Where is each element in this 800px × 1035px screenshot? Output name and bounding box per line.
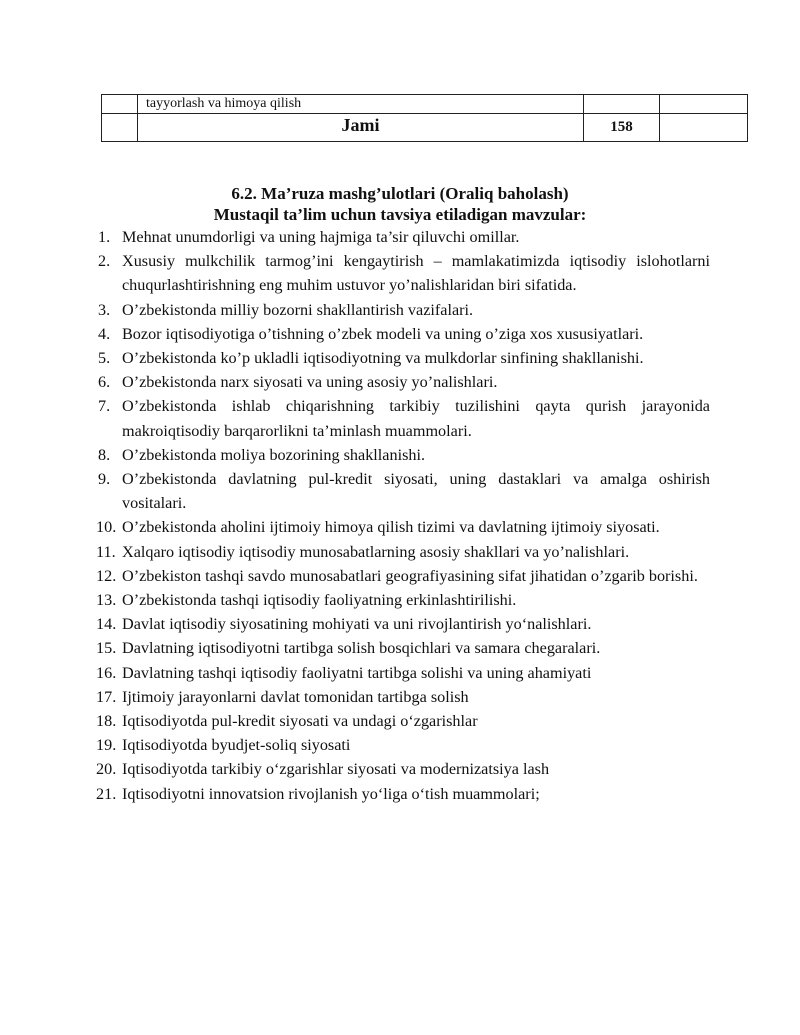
list-item-text: O’zbekistonda tashqi iqtisodiy faoliyatning erkinlashtirilishi.: [122, 591, 517, 610]
list-item-text: Iqtisodiyotda byudjet-soliq siyosati: [122, 736, 351, 755]
list-item-number: 13.: [96, 591, 117, 610]
list-item-text: Iqtisodiyotda tarkibiy o‘zgarishlar siyosati va modernizatsiya lash: [122, 760, 550, 779]
list-item-text: O’zbekistonda ko’p ukladli iqtisodiyotning va mulkdorlar sinfining shakllanishi.: [122, 349, 644, 368]
table-cell: [102, 95, 138, 114]
list-item-text: Ijtimoiy jarayonlarni davlat tomonidan tartibga solish: [122, 687, 469, 706]
list-item: [98, 709, 710, 733]
list-item-text: Xalqaro iqtisodiy iqtisodiy munosabatlarning asosiy shakllari va yo’nalishlari.: [122, 542, 630, 561]
list-item-text: O’zbekistonda aholini ijtimoiy himoya qilish tizimi va davlatning ijtimoiy siyosati.: [122, 518, 660, 537]
list-item: [98, 370, 710, 394]
list-item: [98, 612, 710, 636]
total-label: Jami: [138, 112, 584, 140]
list-item-number: 11.: [96, 542, 116, 561]
table-cell: [102, 114, 138, 142]
table-row-total: [102, 114, 748, 142]
list-item: [98, 249, 710, 297]
section-title: 6.2. Ma’ruza mashg’ulotlari (Oraliq baholash): [231, 184, 569, 203]
list-item: [98, 782, 710, 806]
list-item-text: O’zbekiston tashqi savdo munosabatlari geografiyasining sifat jihatidan o’zgarib borishi.: [122, 566, 698, 585]
list-item-text: O’zbekistonda davlatning pul-kredit siyosati, uning dastaklari va amalga oshirish vositalari.: [122, 470, 710, 513]
list-item-number: 8.: [98, 445, 111, 464]
table-cell-topic: tayyorlash va himoya qilish: [138, 95, 584, 114]
list-item-number: 19.: [96, 736, 117, 755]
list-item-number: 15.: [96, 639, 117, 658]
list-item-number: 17.: [96, 687, 117, 706]
list-item-number: 10.: [96, 518, 117, 537]
list-item-number: 14.: [96, 615, 117, 634]
list-item-text: Iqtisodiyotda pul-kredit siyosati va undagi o‘zgarishlar: [122, 712, 478, 731]
list-item: [98, 636, 710, 660]
list-item: [98, 443, 710, 467]
list-item: [98, 685, 710, 709]
table-cell: [660, 95, 748, 114]
list-item-number: 2.: [98, 252, 111, 271]
list-item-number: 16.: [96, 663, 117, 682]
table-cell: [584, 95, 660, 114]
list-item: [98, 394, 710, 442]
list-item: [98, 733, 710, 757]
list-item-text: O’zbekistonda narx siyosati va uning asosiy yo’nalishlari.: [122, 373, 498, 392]
list-item-number: 12.: [96, 566, 117, 585]
list-item-text: Davlatning tashqi iqtisodiy faoliyatni tartibga solishi va uning ahamiyati: [122, 663, 592, 682]
list-item-text: Bozor iqtisodiyotiga o’tishning o’zbek modeli va uning o’ziga xos xususiyatlari.: [122, 324, 644, 343]
list-item-text: O’zbekistonda moliya bozorining shakllanishi.: [122, 445, 426, 464]
total-hours: 158: [584, 114, 660, 142]
list-item-number: 5.: [98, 349, 111, 368]
list-item: [98, 298, 710, 322]
list-item: [98, 515, 710, 539]
list-item-number: 7.: [98, 397, 111, 416]
list-item-text: O’zbekistonda milliy bozorni shakllantirish vazifalari.: [122, 300, 474, 319]
list-item: [98, 225, 710, 249]
list-item-text: Mehnat unumdorligi va uning hajmiga ta’sir qiluvchi omillar.: [122, 228, 520, 246]
list-item-number: 18.: [96, 712, 117, 731]
list-item-number: 21.: [96, 784, 117, 803]
list-item: [98, 322, 710, 346]
list-item: [98, 540, 710, 564]
table-cell: [660, 114, 748, 142]
topic-list: [98, 225, 710, 806]
list-item-number: 20.: [96, 760, 117, 779]
hours-table: [101, 94, 748, 142]
list-item-number: 4.: [98, 324, 111, 343]
list-item: [98, 757, 710, 781]
list-item-text: Iqtisodiyotni innovatsion rivojlanish yo‘liga o‘tish muammolari;: [122, 784, 540, 803]
list-item: [98, 588, 710, 612]
section-subtitle: Mustaqil ta’lim uchun tavsiya etiladigan mavzular:: [213, 205, 587, 224]
list-item: [98, 346, 710, 370]
list-item: [98, 467, 710, 515]
list-item-number: 9.: [98, 470, 111, 489]
list-item-text: Davlat iqtisodiy siyosatining mohiyati va uni rivojlantirish yo‘nalishlari.: [122, 615, 592, 634]
list-item-number: 3.: [98, 300, 111, 319]
list-item-text: O’zbekistonda ishlab chiqarishning tarkibiy tuzilishini qayta qurish jarayonida makroiqtisodiy barqarorlikni ta’minlash muammolari.: [122, 397, 710, 440]
list-item-text: Xususiy mulkchilik tarmog’ini kengaytirish – mamlakatimizda iqtisodiy islohotlarni chuqurlashtirishning eng muhim ustuvor yo’nalishlaridan biri sifatida.: [122, 252, 710, 295]
list-item-text: Davlatning iqtisodiyotni tartibga solish bosqichlari va samara chegaralari.: [122, 639, 601, 658]
list-item-number: 1.: [98, 228, 111, 246]
list-item: [98, 564, 710, 588]
list-item-number: 6.: [98, 373, 111, 392]
list-item: [98, 661, 710, 685]
